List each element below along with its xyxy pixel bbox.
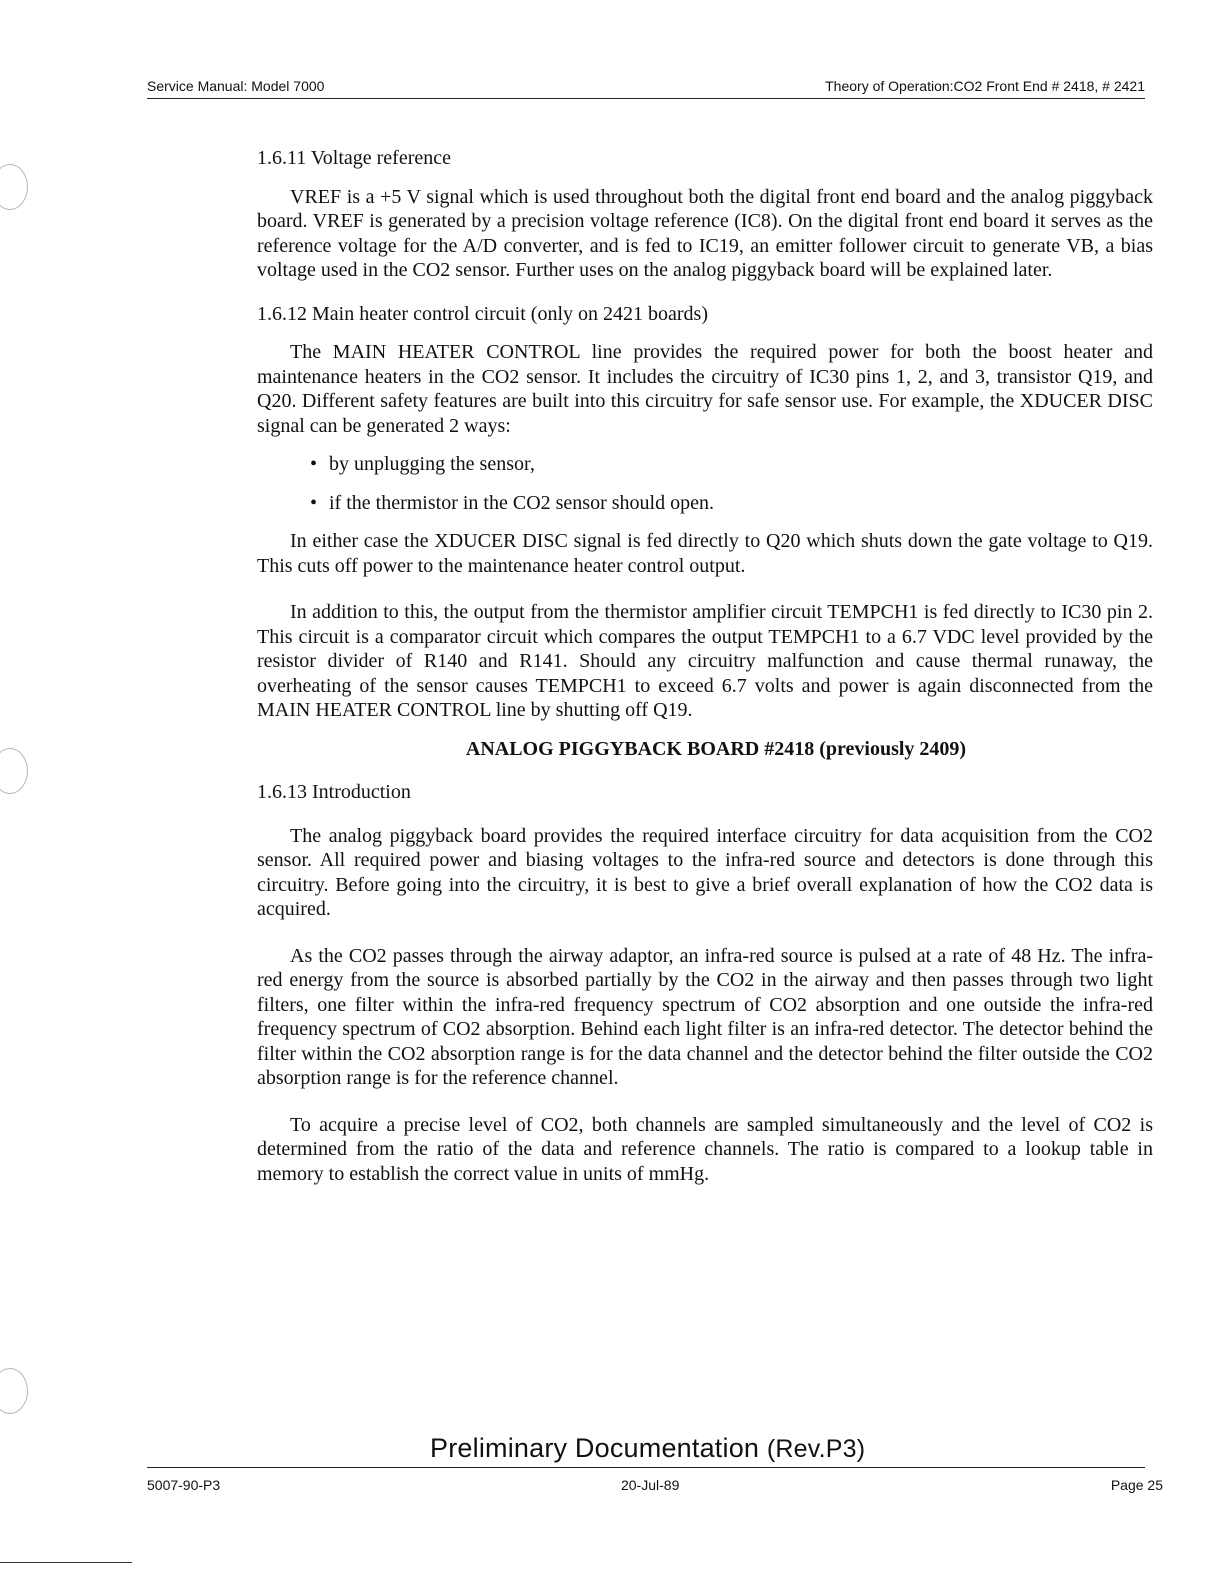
page-body — [257, 146, 1153, 1186]
footer-rule — [147, 1467, 1145, 1468]
section-heading-voltage-reference: 1.6.11 Voltage reference — [257, 147, 451, 169]
preliminary-banner: Preliminary Documentation (Rev.P3) — [430, 1433, 866, 1463]
list-item: • by unplugging the sensor, — [257, 452, 1153, 477]
doc-number: 5007-90-P3 — [147, 1477, 221, 1493]
header-right: Theory of Operation:CO2 Front End # 2418, # 2421 — [825, 78, 1145, 94]
footer-date: 20-Jul-89 — [621, 1477, 680, 1493]
paragraph: To acquire a precise level of CO2, both channels are sampled simultaneously and the level of CO2 is determined from the ratio of the data and reference channels. The ratio is compared to a lookup table in memory to establish the correct value in units of mmHg. — [257, 1113, 1153, 1185]
paragraph: The MAIN HEATER CONTROL line provides the required power for both the boost heater and maintenance heaters in the CO2 sensor. It includes the circuitry of IC30 pins 1, 2, and 3, transistor Q19, and Q20. Different safety features are built into this circuitry for safe sensor use. For example, the XDUCER DISC signal can be generated 2 ways: — [257, 341, 1153, 437]
punch-hole — [0, 164, 28, 210]
paragraph: The analog piggyback board provides the required interface circuitry for data acquisition from the CO2 sensor. All required power and biasing voltages to the infra-red source and detectors is done through this circuitry. Before going into the circuitry, it is best to give a brief overall explanation of how the CO2 data is acquired. — [257, 824, 1153, 920]
page-number: Page 25 — [1110, 1477, 1163, 1493]
scan-edge-line — [0, 1562, 132, 1563]
paragraph: In addition to this, the output from the thermistor amplifier circuit TEMPCH1 is fed directly to IC30 pin 2. This circuit is a comparator circuit which compares the output TEMPCH1 to a 6.7 VDC level provided by the resistor divider of R140 and R141. Should any circuitry malfunction and cause thermal runaway, the overheating of the sensor causes TEMPCH1 to exceed 6.7 volts and power is again disconnected from the MAIN HEATER CONTROL line by shutting off Q19. — [257, 601, 1153, 721]
board-title: ANALOG PIGGYBACK BOARD #2418 (previously 2409) — [465, 737, 967, 760]
paragraph: As the CO2 passes through the airway adaptor, an infra-red source is pulsed at a rate of 48 Hz. The infra-red energy from the source is absorbed partially by the CO2 in the airway and then passes through two light filters, one filter within the infra-red frequency spectrum of CO2 absorption and one outside the infra-red frequency spectrum of CO2 absorption. Behind each light filter is an infra-red detector. The detector behind the filter within the CO2 absorption range is for the data channel and the detector behind the filter outside the CO2 absorption range is for the reference channel. — [257, 944, 1153, 1089]
paragraph: VREF is a +5 V signal which is used throughout both the digital front end board and the analog piggyback board. VREF is generated by a precision voltage reference (IC8). On the digital front end board it serves as the reference voltage for the A/D converter, and is fed to IC19, an emitter follower circuit to generate VB, a bias voltage used in the CO2 sensor. Further uses on the analog piggyback board will be explained later. — [257, 185, 1153, 281]
list-item: • if the thermistor in the CO2 sensor should open. — [257, 491, 1153, 516]
punch-hole — [0, 748, 28, 794]
revision-label: (Rev.P3) — [766, 1435, 866, 1463]
punch-hole — [0, 1368, 28, 1414]
bullet-list — [257, 452, 1153, 515]
page-header — [147, 78, 1145, 99]
paragraph: In either case the XDUCER DISC signal is fed directly to Q20 which shuts down the gate voltage to Q19. This cuts off power to the maintenance heater control output. — [257, 530, 1153, 577]
header-left: Service Manual: Model 7000 — [147, 78, 325, 94]
section-heading-main-heater: 1.6.12 Main heater control circuit (only on 2421 boards) — [257, 302, 708, 325]
section-heading-introduction: 1.6.13 Introduction — [257, 781, 411, 803]
